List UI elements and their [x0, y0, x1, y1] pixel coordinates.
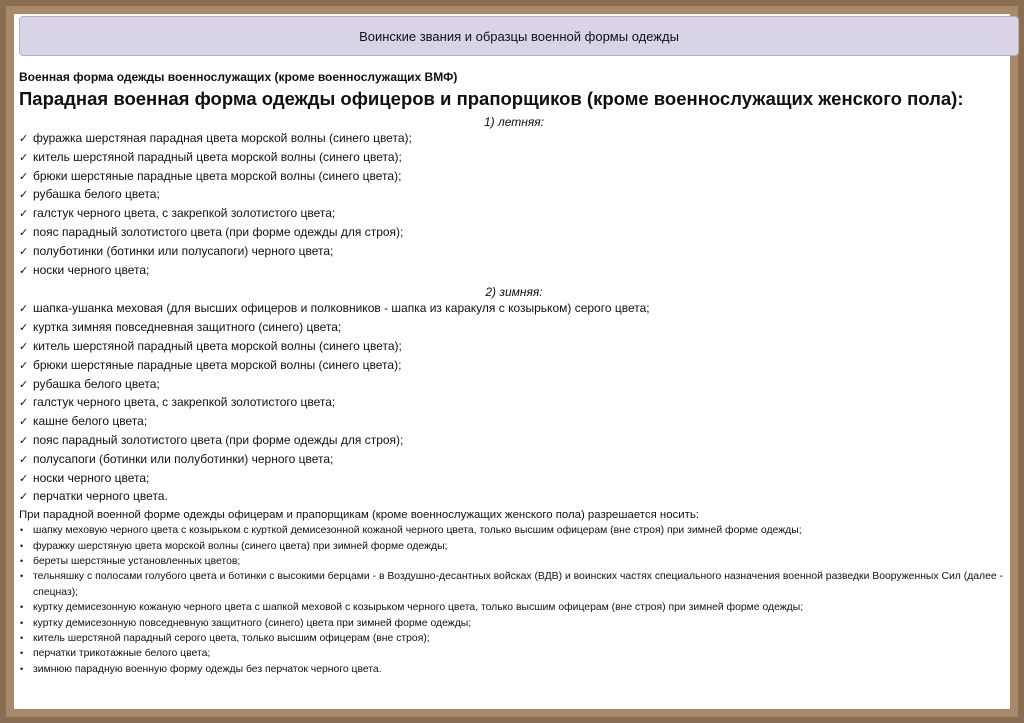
checkmark-icon: ✓ [19, 472, 29, 485]
list-item-text: шапка-ушанка меховая (для высших офицеров и полковников - шапка из каракуля с козырьком) серого цвета; [33, 301, 650, 316]
list-item-text: шапку меховую черного цвета с козырьком с курткой демисезонной кожаной черного цвета, только высшим офицерам (вне строя) при зимней форме одежды; [33, 525, 802, 537]
checkmark-icon: ✓ [19, 245, 29, 258]
bullet-icon: • [20, 571, 24, 582]
allowed-list [19, 523, 1009, 677]
checkmark-icon: ✓ [19, 264, 29, 277]
list-item [19, 631, 1009, 646]
list-item-text: полусапоги (ботинки или полуботинки) черного цвета; [33, 451, 334, 466]
bullet-icon: • [20, 555, 24, 566]
list-item [19, 600, 1009, 615]
list-item [19, 413, 1009, 432]
list-item-text: пояс парадный золотистого цвета (при форме одежды для строя); [33, 224, 404, 239]
list-item [19, 523, 1009, 538]
list-item-text: куртку демисезонную повседневную защитного (синего) цвета при зимней форме одежды; [33, 617, 472, 629]
checkmark-icon: ✓ [19, 453, 29, 466]
outer-frame [6, 6, 1018, 717]
slide-content [19, 62, 1009, 677]
list-item-text: пояс парадный золотистого цвета (при форме одежды для строя); [33, 432, 404, 447]
bullet-icon: • [20, 540, 24, 551]
list-item [19, 539, 1009, 554]
list-item [19, 224, 1009, 243]
checkmark-icon: ✓ [19, 189, 29, 202]
list-item [19, 432, 1009, 451]
list-item [19, 243, 1009, 262]
list-item [19, 569, 1009, 600]
list-item-text: носки черного цвета; [33, 470, 150, 485]
checkmark-icon: ✓ [19, 491, 29, 504]
list-item [19, 376, 1009, 395]
list-item-text: рубашка белого цвета; [33, 376, 160, 391]
checkmark-icon: ✓ [19, 359, 29, 372]
list-item [19, 186, 1009, 205]
list-item [19, 319, 1009, 338]
list-item-text: куртку демисезонную кожаную черного цвета с шапкой меховой с козырьком черного цвета, только высшим офицерам (вне строя) при зимней форме одежды; [33, 602, 804, 614]
list-item [19, 205, 1009, 224]
list-item-text: полуботинки (ботинки или полусапоги) черного цвета; [33, 243, 334, 258]
list-item-text: брюки шерстяные парадные цвета морской волны (синего цвета); [33, 168, 402, 183]
checkmark-icon: ✓ [19, 434, 29, 447]
winter-label: 2) зимняя: [485, 285, 543, 300]
list-item [19, 662, 1009, 677]
list-item-text: китель шерстяной парадный цвета морской волны (синего цвета); [33, 338, 402, 353]
list-item-text: фуражку шерстяную цвета морской волны (синего цвета) при зимней форме одежды; [33, 540, 448, 552]
bullet-icon: • [20, 663, 24, 674]
checkmark-icon: ✓ [19, 378, 29, 391]
slide [14, 14, 1010, 709]
list-item [19, 394, 1009, 413]
bullet-icon: • [20, 602, 24, 613]
checkmark-icon: ✓ [19, 170, 29, 183]
bullet-icon: • [20, 648, 24, 659]
checkmark-icon: ✓ [19, 322, 29, 335]
checkmark-icon: ✓ [19, 340, 29, 353]
list-item-text: брюки шерстяные парадные цвета морской волны (синего цвета); [33, 357, 402, 372]
bullet-icon: • [20, 632, 24, 643]
list-item [19, 300, 1009, 319]
checkmark-icon: ✓ [19, 226, 29, 239]
list-item-text: фуражка шерстяная парадная цвета морской волны (синего цвета); [33, 131, 412, 145]
list-item [19, 262, 1009, 281]
subtitle: Военная форма одежды военнослужащих (кроме военнослужащих ВМФ) [19, 70, 458, 84]
list-item-text: тельняшку с полосами голубого цвета и ботинки с высокими берцами - в Воздушно-десантных войсках (ВДВ) и воинских частях специального назначения военной разведки Вооруженных Сил (далее - спецназ); [33, 571, 1004, 598]
checkmark-icon: ✓ [19, 303, 29, 316]
summer-list [19, 130, 1009, 280]
checkmark-icon: ✓ [19, 151, 29, 164]
list-item [19, 554, 1009, 569]
list-item-text: перчатки трикотажные белого цвета; [33, 648, 211, 660]
main-heading: Парадная военная форма одежды офицеров и прапорщиков (кроме военнослужащих женского пола): [19, 88, 964, 109]
checkmark-icon: ✓ [19, 133, 29, 145]
list-item [19, 338, 1009, 357]
list-item [19, 168, 1009, 187]
list-item [19, 488, 1009, 507]
list-item-text: куртка зимняя повседневная защитного (синего) цвета; [33, 320, 342, 335]
list-item-text: зимнюю парадную военную форму одежды без перчаток черного цвета. [33, 663, 382, 675]
list-item-text: кашне белого цвета; [33, 414, 148, 429]
list-item-text: перчатки черного цвета. [33, 489, 168, 504]
summer-label: 1) летняя: [483, 115, 545, 129]
list-item [19, 130, 1009, 149]
list-item [19, 149, 1009, 168]
list-item-text: китель шерстяной парадный серого цвета, только высшим офицерам (вне строя); [33, 632, 430, 644]
list-item-text: галстук черного цвета, с закрепкой золотистого цвета; [33, 206, 336, 221]
list-item-text: галстук черного цвета, с закрепкой золотистого цвета; [33, 395, 336, 410]
checkmark-icon: ✓ [19, 416, 29, 429]
checkmark-icon: ✓ [19, 208, 29, 221]
winter-list [19, 300, 1009, 507]
slide-title: Воинские звания и образцы военной формы одежды [359, 28, 679, 44]
allowed-intro: При парадной военной форме одежды офицерам и прапорщикам (кроме военнослужащих женского пола) разрешается носить: [19, 509, 699, 522]
list-item [19, 646, 1009, 661]
list-item-text: китель шерстяной парадный цвета морской волны (синего цвета); [33, 149, 402, 164]
list-item [19, 451, 1009, 470]
list-item-text: рубашка белого цвета; [33, 187, 160, 202]
bullet-icon: • [20, 617, 24, 628]
bullet-icon: • [20, 525, 24, 536]
list-item [19, 357, 1009, 376]
checkmark-icon: ✓ [19, 397, 29, 410]
list-item-text: береты шерстяные установленных цветов; [33, 555, 241, 567]
slide-header [19, 16, 1019, 56]
list-item [19, 470, 1009, 489]
list-item-text: носки черного цвета; [33, 262, 150, 277]
list-item [19, 616, 1009, 631]
